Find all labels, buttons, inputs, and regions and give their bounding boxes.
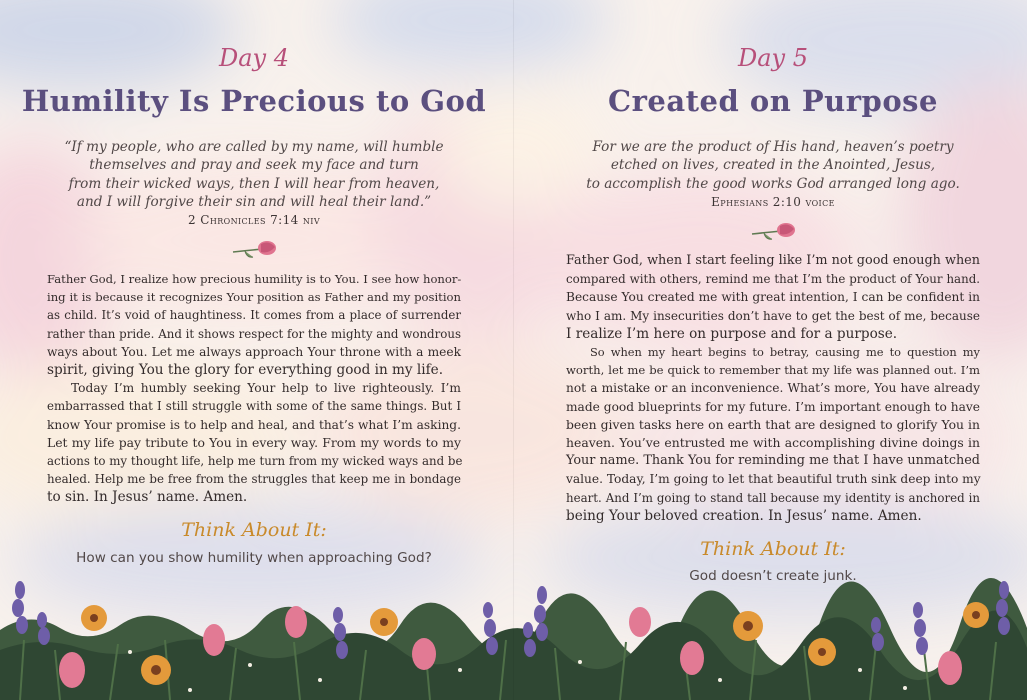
verse-line: For we are the product of His hand, heaven’s poetry — [592, 139, 954, 155]
left-page — [0, 0, 513, 700]
reflection-question: God doesn’t create junk. — [689, 568, 857, 584]
verse-line: themselves and pray and seek my face and turn — [89, 157, 419, 174]
body-line: ways about You. Let me always approach Your throne with a meek — [47, 344, 461, 359]
think-about-it-heading: Think About It: — [181, 519, 327, 541]
body-line: value. Today, I’m going to let that beautiful truth sink deep into my — [566, 472, 981, 487]
reflection-question: How can you show humility when approaching God? — [76, 550, 432, 566]
body-line: to sin. In Jesus’ name. Amen. — [47, 489, 248, 506]
body-line: heaven. You’ve entrusted me with accomplishing divine doings in — [566, 435, 980, 451]
body-line: embarrassed that I still struggle with some of the same things. But I — [47, 399, 461, 414]
body-line: heart. And I’m going to stand tall because my identity is anchored in — [566, 490, 980, 505]
body-line: Father God, when I start feeling like I’m not good enough when — [566, 253, 980, 268]
body-line: know Your promise is to help and heal, and that’s what I’m asking. — [47, 417, 461, 432]
body-line: Today I’m humbly seeking Your help to live righteously. I’m — [71, 381, 461, 396]
body-line: healed. Help me be free from the struggles that keep me in bondage — [47, 472, 461, 487]
day-label: Day 5 — [737, 44, 808, 72]
body-line: Because You created me with great intention, I can be confident in — [566, 290, 980, 305]
tulip-divider-icon — [750, 220, 798, 242]
body-line: So when my heart begins to betray, causing me to question my — [590, 345, 980, 360]
think-about-it-heading: Think About It: — [700, 538, 846, 560]
devotion-title: Humility Is Precious to God — [21, 84, 487, 118]
verse-line: and I will forgive their sin and will heal their land.” — [76, 193, 432, 210]
day-label: Day 4 — [218, 44, 289, 72]
prayer-body — [566, 252, 980, 525]
body-line: I realize I’m here on purpose and for a purpose. — [566, 325, 898, 342]
verse-reference: 2 Chronicles 7:14 niv — [187, 213, 321, 228]
body-line: Your name. Thank You for reminding me that I have unmatched — [566, 453, 980, 469]
prayer-body — [47, 270, 461, 507]
body-line: not a mistake or an inconvenience. What’s more, You have already — [566, 381, 980, 396]
body-line: been given tasks here on earth that are designed to glorify You in — [566, 416, 980, 432]
body-line: compared with others, remind me that I’m the product of Your hand. — [566, 272, 980, 287]
body-line: being Your beloved creation. In Jesus’ name. Amen. — [566, 507, 922, 524]
body-line: Father God, I realize how precious humility is to You. I see how honor- — [47, 272, 462, 286]
devotion-title: Created on Purpose — [608, 84, 938, 118]
body-line: made good blueprints for my future. I’m important enough to have — [566, 399, 980, 414]
verse-line: from their wicked ways, then I will hear from heaven, — [68, 175, 440, 192]
body-line: as child. It’s void of haughtiness. It comes from a place of surrender — [47, 308, 461, 323]
body-line: ing it is because it recognizes Your position as Father and my position — [47, 290, 461, 305]
right-page — [514, 0, 1027, 700]
verse-line: to accomplish the good works God arranged long ago. — [586, 175, 960, 192]
body-line: worth, let me be quick to remember that my life was planned out. I’m — [566, 363, 980, 378]
verse-reference: Ephesians 2:10 voice — [711, 194, 835, 209]
body-line: Let my life pay tribute to You in every way. From my words to my — [47, 434, 461, 450]
verse-line: “If my people, who are called by my name, will humble — [64, 139, 444, 155]
scripture-verse — [0, 138, 508, 229]
tulip-divider-icon — [231, 238, 279, 260]
body-line: who I am. My insecurities don’t have to get the best of me, because — [566, 308, 980, 323]
body-line: spirit, giving You the glory for everything good in my life. — [47, 362, 444, 379]
scripture-verse — [514, 138, 1027, 211]
body-line: actions to my thought life, help me turn from my wicked ways and be — [47, 454, 463, 469]
body-line: rather than pride. And it shows respect for the mighty and wondrous — [47, 326, 461, 341]
verse-line: etched on lives, created in the Anointed, Jesus, — [610, 157, 936, 174]
